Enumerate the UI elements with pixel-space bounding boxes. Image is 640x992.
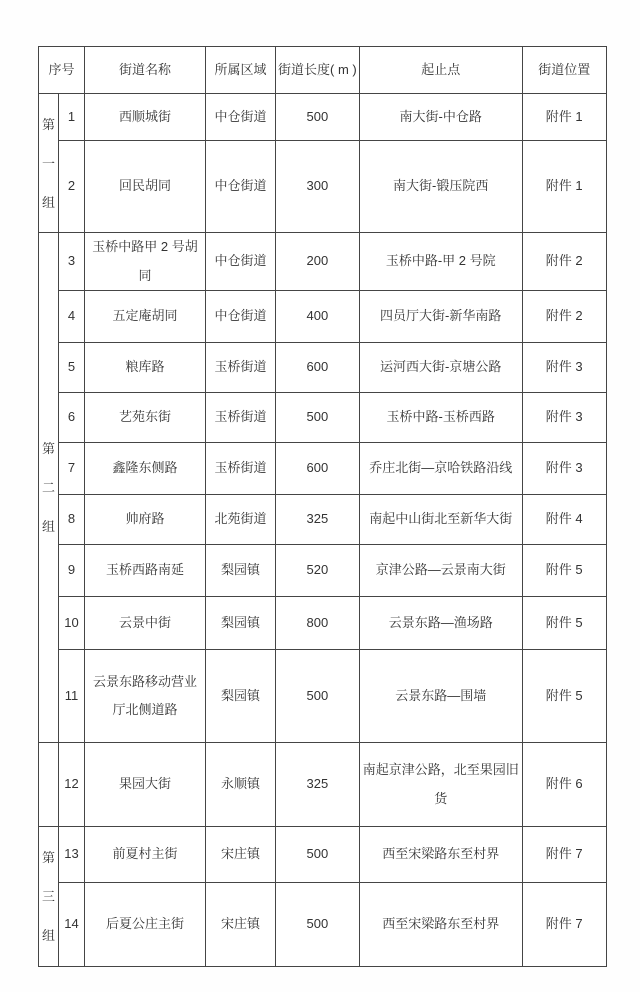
startend-cell: 玉桥中路-玉桥西路: [359, 393, 522, 443]
location-cell: 附件 3: [522, 443, 606, 495]
table-row: [39, 443, 607, 495]
length-cell: 520: [276, 545, 360, 597]
location-cell: 附件 5: [522, 650, 606, 743]
location-cell: 附件 7: [522, 883, 606, 967]
group-label: 第二组: [41, 441, 55, 535]
street-name-cell: 艺苑东街: [85, 393, 206, 443]
district-cell: 梨园镇: [206, 545, 276, 597]
table-row: [39, 650, 607, 743]
street-name-cell: 玉桥西路南延: [85, 545, 206, 597]
district-cell: 梨园镇: [206, 597, 276, 650]
streets-table: [38, 46, 607, 967]
serial-cell: 3: [59, 233, 85, 291]
group-label-cell-blank: [39, 743, 59, 827]
district-cell: 中仓街道: [206, 291, 276, 343]
table-row: [39, 393, 607, 443]
district-cell: 中仓街道: [206, 233, 276, 291]
serial-cell: 6: [59, 393, 85, 443]
startend-cell: 玉桥中路-甲 2 号院: [359, 233, 522, 291]
location-cell: 附件 2: [522, 291, 606, 343]
table-row: [39, 545, 607, 597]
length-cell: 500: [276, 650, 360, 743]
length-cell: 500: [276, 393, 360, 443]
district-cell: 北苑街道: [206, 495, 276, 545]
street-name-cell: 玉桥中路甲 2 号胡同: [85, 233, 206, 291]
street-name-cell: 云景东路移动营业厅北侧道路: [85, 650, 206, 743]
district-cell: 中仓街道: [206, 94, 276, 141]
length-cell: 600: [276, 443, 360, 495]
length-cell: 400: [276, 291, 360, 343]
table-row: [39, 233, 607, 291]
startend-cell: 西至宋梁路东至村界: [359, 883, 522, 967]
startend-cell: 南起中山街北至新华大街: [359, 495, 522, 545]
header-district: 所属区域: [206, 47, 276, 94]
location-cell: 附件 3: [522, 393, 606, 443]
header-street-name: 街道名称: [85, 47, 206, 94]
length-cell: 325: [276, 495, 360, 545]
location-cell: 附件 4: [522, 495, 606, 545]
group-label-cell: [39, 233, 59, 743]
serial-cell: 8: [59, 495, 85, 545]
district-cell: 中仓街道: [206, 141, 276, 233]
length-cell: 300: [276, 141, 360, 233]
startend-cell: 南大街-中仓路: [359, 94, 522, 141]
street-name-cell: 后夏公庄主街: [85, 883, 206, 967]
group-label: 第三组: [41, 850, 55, 944]
length-cell: 325: [276, 743, 360, 827]
group-label-cell: [39, 94, 59, 233]
location-cell: 附件 3: [522, 343, 606, 393]
serial-cell: 12: [59, 743, 85, 827]
table-row: [39, 94, 607, 141]
location-cell: 附件 6: [522, 743, 606, 827]
startend-cell: 运河西大街-京塘公路: [359, 343, 522, 393]
length-cell: 500: [276, 883, 360, 967]
header-location: 街道位置: [522, 47, 606, 94]
startend-cell: 西至宋梁路东至村界: [359, 827, 522, 883]
length-cell: 500: [276, 94, 360, 141]
location-cell: 附件 5: [522, 545, 606, 597]
location-cell: 附件 1: [522, 94, 606, 141]
startend-cell: 南大街-锻压院西: [359, 141, 522, 233]
street-name-cell: 帅府路: [85, 495, 206, 545]
serial-cell: 9: [59, 545, 85, 597]
startend-cell: 南起京津公路，北至果园旧货: [359, 743, 522, 827]
street-name-cell: 鑫隆东侧路: [85, 443, 206, 495]
serial-cell: 10: [59, 597, 85, 650]
table-row: [39, 597, 607, 650]
district-cell: 宋庄镇: [206, 883, 276, 967]
group-label-cell: [39, 827, 59, 967]
startend-cell: 京津公路—云景南大街: [359, 545, 522, 597]
header-startend: 起止点: [359, 47, 522, 94]
serial-cell: 4: [59, 291, 85, 343]
group-label: 第一组: [41, 116, 55, 210]
serial-cell: 13: [59, 827, 85, 883]
street-name-cell: 西顺城街: [85, 94, 206, 141]
serial-cell: 14: [59, 883, 85, 967]
location-cell: 附件 1: [522, 141, 606, 233]
serial-cell: 5: [59, 343, 85, 393]
district-cell: 玉桥街道: [206, 443, 276, 495]
district-cell: 玉桥街道: [206, 343, 276, 393]
district-cell: 玉桥街道: [206, 393, 276, 443]
header-serial: 序号: [39, 47, 85, 94]
location-cell: 附件 2: [522, 233, 606, 291]
table-row: [39, 883, 607, 967]
district-cell: 永顺镇: [206, 743, 276, 827]
street-name-cell: 前夏村主街: [85, 827, 206, 883]
header-length: 街道长度( m ): [276, 47, 360, 94]
street-name-cell: 果园大街: [85, 743, 206, 827]
street-name-cell: 回民胡同: [85, 141, 206, 233]
street-name-cell: 云景中街: [85, 597, 206, 650]
startend-cell: 云景东路—渔场路: [359, 597, 522, 650]
serial-cell: 11: [59, 650, 85, 743]
district-cell: 宋庄镇: [206, 827, 276, 883]
table-row: [39, 743, 607, 827]
serial-cell: 1: [59, 94, 85, 141]
header-row: [39, 47, 607, 94]
length-cell: 600: [276, 343, 360, 393]
length-cell: 800: [276, 597, 360, 650]
table-row: [39, 827, 607, 883]
table-row: [39, 141, 607, 233]
table-row: [39, 495, 607, 545]
serial-cell: 2: [59, 141, 85, 233]
location-cell: 附件 7: [522, 827, 606, 883]
table-row: [39, 291, 607, 343]
location-cell: 附件 5: [522, 597, 606, 650]
street-name-cell: 五定庵胡同: [85, 291, 206, 343]
serial-cell: 7: [59, 443, 85, 495]
length-cell: 200: [276, 233, 360, 291]
district-cell: 梨园镇: [206, 650, 276, 743]
startend-cell: 乔庄北街—京哈铁路沿线: [359, 443, 522, 495]
table-row: [39, 343, 607, 393]
length-cell: 500: [276, 827, 360, 883]
street-name-cell: 粮库路: [85, 343, 206, 393]
startend-cell: 四员厅大街-新华南路: [359, 291, 522, 343]
startend-cell: 云景东路—围墙: [359, 650, 522, 743]
